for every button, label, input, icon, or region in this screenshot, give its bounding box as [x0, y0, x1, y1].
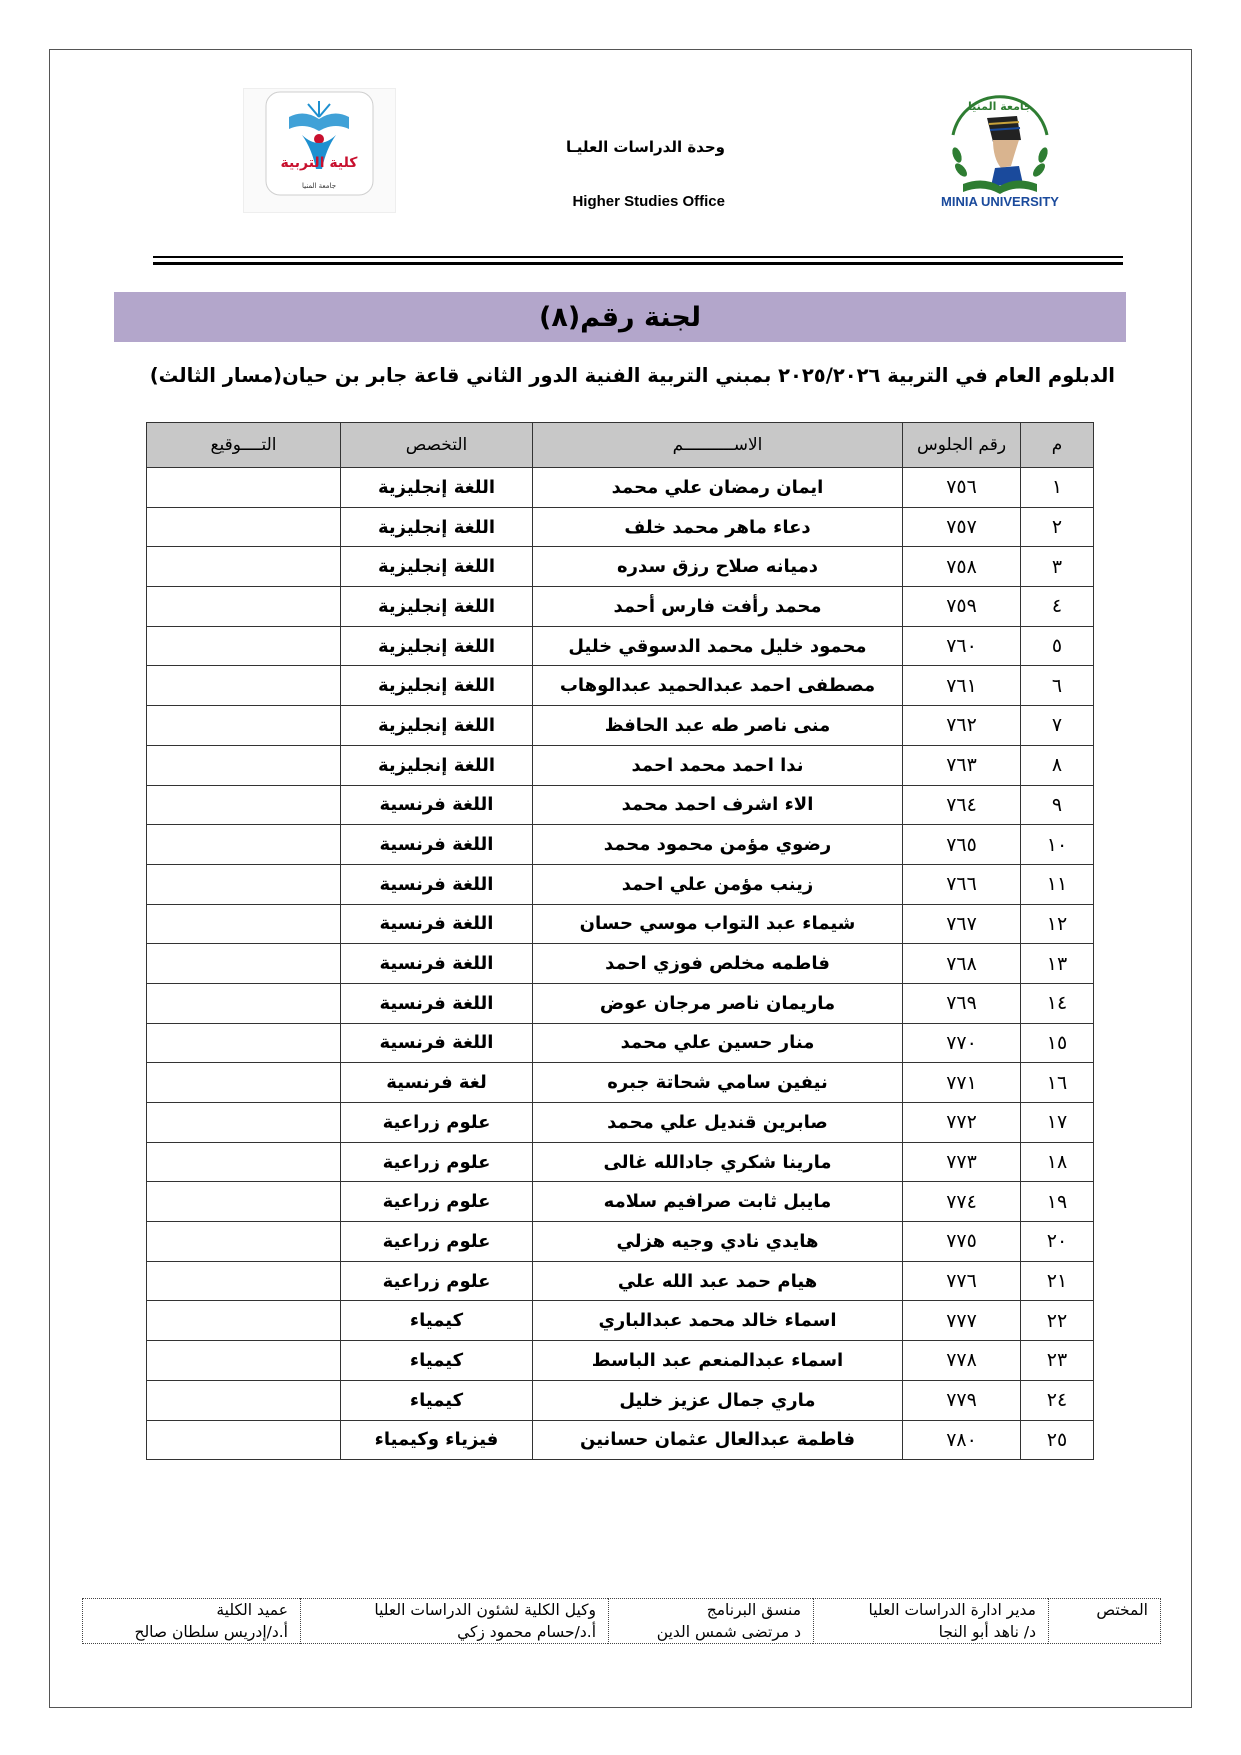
cell-specialization: علوم زراعية	[341, 1182, 533, 1222]
table-row	[147, 944, 1094, 984]
cell-signature	[147, 1063, 341, 1103]
cell-seat-number: ٧٥٩	[903, 587, 1021, 627]
cell-seat-number: ٧٦٤	[903, 785, 1021, 825]
table-row	[147, 1341, 1094, 1381]
header-divider-thin	[153, 256, 1123, 258]
cell-signature	[147, 507, 341, 547]
cell-name: مصطفى احمد عبدالحميد عبدالوهاب	[533, 666, 903, 706]
cell-specialization: اللغة إنجليزية	[341, 626, 533, 666]
cell-specialization: اللغة فرنسية	[341, 864, 533, 904]
cell-specialization: اللغة فرنسية	[341, 944, 533, 984]
cell-specialization: اللغة إنجليزية	[341, 587, 533, 627]
cell-name: ماري جمال عزيز خليل	[533, 1380, 903, 1420]
cell-serial: ٤	[1021, 587, 1094, 627]
cell-specialization: اللغة فرنسية	[341, 825, 533, 865]
cell-seat-number: ٧٦٠	[903, 626, 1021, 666]
cell-name: منى ناصر طه عبد الحافظ	[533, 706, 903, 746]
cell-name: شيماء عبد التواب موسي حسان	[533, 904, 903, 944]
signatory-title: مدير ادارة الدراسات العليا	[868, 1601, 1036, 1619]
header-name: الاســــــــــم	[533, 423, 903, 468]
cell-name: فاطمه مخلص فوزي احمد	[533, 944, 903, 984]
cell-signature	[147, 1142, 341, 1182]
header-seat-number: رقم الجلوس	[903, 423, 1021, 468]
exam-subtitle: الدبلوم العام في التربية ٢٠٢٥/٢٠٢٦ بمبني التربية الفنية الدور الثاني قاعة جابر بن حيان(مسار الثالث)	[149, 364, 1115, 387]
cell-seat-number: ٧٧٢	[903, 1103, 1021, 1143]
cell-seat-number: ٧٦٧	[903, 904, 1021, 944]
cell-seat-number: ٧٦٨	[903, 944, 1021, 984]
cell-specialization: علوم زراعية	[341, 1222, 533, 1262]
header-serial: م	[1021, 423, 1094, 468]
cell-signature	[147, 1103, 341, 1143]
cell-seat-number: ٧٧٦	[903, 1261, 1021, 1301]
cell-serial: ١٢	[1021, 904, 1094, 944]
signatory-cell	[814, 1599, 1049, 1644]
cell-seat-number: ٧٦٢	[903, 706, 1021, 746]
cell-specialization: اللغة إنجليزية	[341, 706, 533, 746]
cell-name: مايبل ثابت صرافيم سلامه	[533, 1182, 903, 1222]
cell-specialization: اللغة إنجليزية	[341, 507, 533, 547]
cell-seat-number: ٧٥٦	[903, 468, 1021, 508]
cell-specialization: فيزياء وكيمياء	[341, 1420, 533, 1460]
signatory-name: أ.د/حسام محمود زكي	[457, 1623, 596, 1641]
faculty-logo-text: كلية التربية	[280, 155, 358, 171]
cell-seat-number: ٧٧٠	[903, 1023, 1021, 1063]
table-row	[147, 1420, 1094, 1460]
office-name-english: Higher Studies Office	[572, 193, 725, 210]
signatory-cell	[301, 1599, 609, 1644]
cell-seat-number: ٧٦٩	[903, 983, 1021, 1023]
specialist-label: المختص	[1096, 1601, 1148, 1619]
cell-seat-number: ٧٥٧	[903, 507, 1021, 547]
cell-signature	[147, 1023, 341, 1063]
cell-serial: ١٨	[1021, 1142, 1094, 1182]
table-row	[147, 507, 1094, 547]
cell-seat-number: ٧٧٨	[903, 1341, 1021, 1381]
table-row	[147, 1103, 1094, 1143]
cell-signature	[147, 864, 341, 904]
signatory-name: د مرتضى شمس الدين	[656, 1623, 801, 1641]
cell-name: هايدي نادي وجيه هزلي	[533, 1222, 903, 1262]
cell-name: ندا احمد محمد احمد	[533, 745, 903, 785]
cell-seat-number: ٧٦٦	[903, 864, 1021, 904]
cell-serial: ٩	[1021, 785, 1094, 825]
table-row	[147, 666, 1094, 706]
cell-seat-number: ٧٦٥	[903, 825, 1021, 865]
cell-serial: ١	[1021, 468, 1094, 508]
cell-serial: ٥	[1021, 626, 1094, 666]
cell-serial: ٢٣	[1021, 1341, 1094, 1381]
cell-signature	[147, 983, 341, 1023]
cell-name: محمود خليل محمد الدسوقي خليل	[533, 626, 903, 666]
signatures-footer	[82, 1598, 1161, 1644]
cell-serial: ١٥	[1021, 1023, 1094, 1063]
cell-name: اسماء خالد محمد عبدالباري	[533, 1301, 903, 1341]
cell-serial: ٧	[1021, 706, 1094, 746]
committee-banner	[114, 292, 1126, 342]
cell-name: الاء اشرف احمد محمد	[533, 785, 903, 825]
cell-seat-number: ٧٧٩	[903, 1380, 1021, 1420]
cell-specialization: كيمياء	[341, 1380, 533, 1420]
cell-serial: ٢٥	[1021, 1420, 1094, 1460]
cell-specialization: اللغة إنجليزية	[341, 745, 533, 785]
table-row	[147, 468, 1094, 508]
cell-specialization: اللغة إنجليزية	[341, 468, 533, 508]
table-row	[147, 1301, 1094, 1341]
cell-signature	[147, 1222, 341, 1262]
university-logo	[935, 80, 1065, 210]
cell-signature	[147, 706, 341, 746]
cell-seat-number: ٧٥٨	[903, 547, 1021, 587]
cell-seat-number: ٧٧١	[903, 1063, 1021, 1103]
cell-seat-number: ٧٦٣	[903, 745, 1021, 785]
cell-signature	[147, 587, 341, 627]
faculty-logo	[243, 88, 396, 213]
signatory-title: منسق البرنامج	[706, 1601, 801, 1619]
table-row	[147, 1142, 1094, 1182]
nefertiti-icon	[935, 80, 1065, 210]
cell-specialization: لغة فرنسية	[341, 1063, 533, 1103]
cell-specialization: اللغة إنجليزية	[341, 666, 533, 706]
header-signature: التــــوقيع	[147, 423, 341, 468]
cell-signature	[147, 666, 341, 706]
table-header-row	[147, 423, 1094, 468]
office-name-arabic: وحدة الدراسات العليـا	[565, 138, 725, 156]
cell-serial: ٢١	[1021, 1261, 1094, 1301]
cell-serial: ١٣	[1021, 944, 1094, 984]
signatory-cell	[609, 1599, 814, 1644]
cell-name: منار حسين علي محمد	[533, 1023, 903, 1063]
cell-signature	[147, 468, 341, 508]
table-row	[147, 1023, 1094, 1063]
cell-name: هيام حمد عبد الله علي	[533, 1261, 903, 1301]
cell-specialization: علوم زراعية	[341, 1103, 533, 1143]
signatory-cell	[83, 1599, 301, 1644]
cell-specialization: اللغة فرنسية	[341, 1023, 533, 1063]
table-row	[147, 1261, 1094, 1301]
table-row	[147, 864, 1094, 904]
cell-serial: ١٦	[1021, 1063, 1094, 1103]
cell-specialization: اللغة إنجليزية	[341, 547, 533, 587]
cell-serial: ١١	[1021, 864, 1094, 904]
cell-signature	[147, 626, 341, 666]
cell-signature	[147, 1182, 341, 1222]
cell-name: دميانه صلاح رزق سدره	[533, 547, 903, 587]
cell-seat-number: ٧٧٧	[903, 1301, 1021, 1341]
cell-name: دعاء ماهر محمد خلف	[533, 507, 903, 547]
cell-signature	[147, 785, 341, 825]
cell-name: ماريمان ناصر مرجان عوض	[533, 983, 903, 1023]
signatory-name: أ.د/إدريس سلطان صالح	[134, 1623, 288, 1641]
cell-name: زينب مؤمن علي احمد	[533, 864, 903, 904]
table-row	[147, 1182, 1094, 1222]
cell-serial: ٢٠	[1021, 1222, 1094, 1262]
cell-name: محمد رأفت فارس أحمد	[533, 587, 903, 627]
cell-signature	[147, 825, 341, 865]
cell-name: مارينا شكري جادالله غالى	[533, 1142, 903, 1182]
signatory-name: د/ ناهد أبو النجا	[938, 1623, 1036, 1641]
cell-serial: ٢	[1021, 507, 1094, 547]
cell-signature	[147, 1420, 341, 1460]
cell-signature	[147, 547, 341, 587]
cell-signature	[147, 1261, 341, 1301]
table-row	[147, 825, 1094, 865]
table-row	[147, 983, 1094, 1023]
table-row	[147, 745, 1094, 785]
signatory-title: عميد الكلية	[216, 1601, 288, 1619]
cell-name: اسماء عبدالمنعم عبد الباسط	[533, 1341, 903, 1381]
table-row	[147, 587, 1094, 627]
cell-name: ايمان رمضان علي محمد	[533, 468, 903, 508]
cell-seat-number: ٧٧٤	[903, 1182, 1021, 1222]
cell-serial: ١٠	[1021, 825, 1094, 865]
table-row	[147, 706, 1094, 746]
signatory-title: وكيل الكلية لشئون الدراسات العليا	[374, 1601, 596, 1619]
cell-serial: ٣	[1021, 547, 1094, 587]
cell-serial: ٨	[1021, 745, 1094, 785]
table-row	[147, 904, 1094, 944]
table-row	[147, 785, 1094, 825]
cell-seat-number: ٧٧٥	[903, 1222, 1021, 1262]
cell-seat-number: ٧٧٣	[903, 1142, 1021, 1182]
table-row	[147, 1222, 1094, 1262]
students-table	[146, 422, 1094, 1460]
cell-serial: ٢٤	[1021, 1380, 1094, 1420]
cell-serial: ١٧	[1021, 1103, 1094, 1143]
cell-specialization: كيمياء	[341, 1341, 533, 1381]
faculty-logo-icon	[244, 89, 395, 212]
cell-seat-number: ٧٦١	[903, 666, 1021, 706]
table-row	[147, 626, 1094, 666]
cell-serial: ٢٢	[1021, 1301, 1094, 1341]
table-row	[147, 1063, 1094, 1103]
cell-name: نيفين سامي شحاتة جبره	[533, 1063, 903, 1103]
cell-specialization: اللغة فرنسية	[341, 785, 533, 825]
cell-seat-number: ٧٨٠	[903, 1420, 1021, 1460]
university-logo-arabic: جامعة المنيا	[968, 100, 1032, 113]
students-table-body	[147, 468, 1094, 1460]
cell-name: فاطمة عبدالعال عثمان حسانين	[533, 1420, 903, 1460]
cell-signature	[147, 1301, 341, 1341]
header-divider-thick	[153, 262, 1123, 265]
cell-specialization: اللغة فرنسية	[341, 904, 533, 944]
faculty-logo-subtext: جامعة المنيا	[301, 182, 337, 190]
cell-signature	[147, 1341, 341, 1381]
cell-serial: ١٩	[1021, 1182, 1094, 1222]
header-specialization: التخصص	[341, 423, 533, 468]
cell-signature	[147, 944, 341, 984]
cell-signature	[147, 745, 341, 785]
cell-specialization: اللغة فرنسية	[341, 983, 533, 1023]
specialist-cell	[1049, 1599, 1161, 1644]
cell-signature	[147, 1380, 341, 1420]
cell-specialization: علوم زراعية	[341, 1261, 533, 1301]
cell-specialization: علوم زراعية	[341, 1142, 533, 1182]
committee-title: لجنة رقم(٨)	[539, 301, 701, 333]
cell-specialization: كيمياء	[341, 1301, 533, 1341]
cell-name: صابرين قنديل علي محمد	[533, 1103, 903, 1143]
cell-name: رضوي مؤمن محمود محمد	[533, 825, 903, 865]
table-row	[147, 1380, 1094, 1420]
cell-serial: ١٤	[1021, 983, 1094, 1023]
cell-signature	[147, 904, 341, 944]
cell-serial: ٦	[1021, 666, 1094, 706]
table-row	[147, 547, 1094, 587]
university-logo-text: MINIA UNIVERSITY	[941, 194, 1059, 209]
